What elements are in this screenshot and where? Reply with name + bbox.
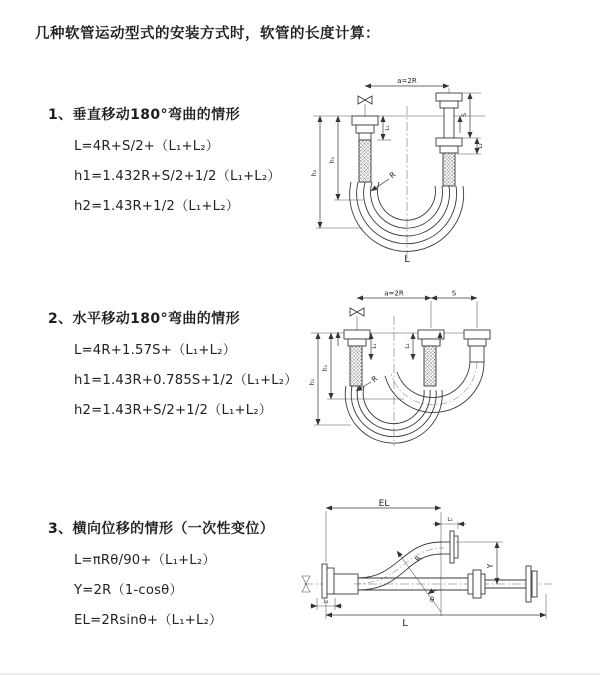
d3-dim-L2 xyxy=(433,517,466,529)
d1-label-h1: h₁ xyxy=(329,156,336,164)
d3-label-L2: L₂ xyxy=(447,517,453,523)
diagram-lateral-displacement xyxy=(298,498,598,663)
d2-label-h1: h₁ xyxy=(322,364,329,372)
d2-label-S: S xyxy=(451,289,457,298)
d3-left-flange xyxy=(322,564,358,598)
d1-label-S: S xyxy=(460,112,468,118)
d1-hose-arcs xyxy=(350,182,464,251)
d1-label-L1: L₁ xyxy=(385,125,391,131)
d2-label-a2r: a=2R xyxy=(384,289,404,298)
d3-radius-line xyxy=(397,551,441,612)
d2-label-L2: L₂ xyxy=(405,343,411,349)
d2-valve-icon xyxy=(350,308,364,330)
section-2-formula-h2: h2=1.43R+S/2+1/2（L₁+L₂） xyxy=(74,403,273,418)
section-1 xyxy=(48,104,318,214)
d2-dim-S xyxy=(431,290,477,329)
section-3 xyxy=(48,518,318,628)
d2-right-pipe xyxy=(464,330,490,362)
section-1-heading: 1、垂直移动180°弯曲的情形 xyxy=(48,107,240,123)
d3-dim-EL xyxy=(326,499,441,562)
section-3-formula-L: L=πRθ/90+（L₁+L₂） xyxy=(74,553,216,568)
d1-label-a2r: a=2R xyxy=(397,77,417,85)
d3-label-L: L xyxy=(402,618,408,629)
page-title: 几种软管运动型式的安装方式时，软管的长度计算： xyxy=(35,26,380,42)
section-2 xyxy=(48,308,318,418)
d1-label-L: L xyxy=(404,254,410,265)
section-3-heading: 3、横向位移的情形（一次性变位） xyxy=(48,521,275,537)
d1-dim-a2r xyxy=(365,77,449,93)
section-2-heading: 2、水平移动180°弯曲的情形 xyxy=(48,311,240,327)
d1-valve-icon xyxy=(358,96,372,116)
d3-dim-L xyxy=(326,594,546,629)
d1-label-h2: h₂ xyxy=(311,169,318,177)
d1-radius-pointer xyxy=(371,170,397,191)
d3-angle-theta xyxy=(428,590,441,604)
d2-dim-h2 xyxy=(309,333,351,425)
d2-label-L1: L₁ xyxy=(372,343,378,349)
d1-dim-L1 xyxy=(377,116,391,140)
section-3-formula-Y: Y=2R（1-cosθ） xyxy=(74,583,183,598)
section-1-formula-h2: h2=1.43R+1/2（L₁+L₂） xyxy=(74,199,240,214)
d3-reference-lines xyxy=(304,512,552,616)
section-1-formula-h1: h1=1.432R+S/2+1/2（L₁+L₂） xyxy=(74,169,281,184)
d3-label-L1: L₁ xyxy=(323,599,329,605)
d3-label-theta: θ xyxy=(429,596,435,604)
section-2-formula-L: L=4R+1.57S+（L₁+L₂） xyxy=(74,343,237,358)
section-3-formula-EL: EL=2Rsinθ+（L₁+L₂） xyxy=(74,613,223,628)
d1-label-R: R xyxy=(387,169,398,181)
diagram-vertical-bend xyxy=(305,70,595,265)
diagram-horizontal-bend xyxy=(305,286,595,454)
d2-dim-L1 xyxy=(371,333,378,360)
d3-top-flange xyxy=(450,531,454,563)
d1-left-pipe xyxy=(352,116,378,182)
d2-label-h2: h₂ xyxy=(309,378,316,386)
d1-dim-h2 xyxy=(311,116,363,228)
d2-middle-braid xyxy=(424,346,436,386)
d1-right-braid xyxy=(443,153,455,186)
d3-label-EL: EL xyxy=(378,499,390,509)
d3-curved-hose xyxy=(354,531,458,590)
section-2-formula-h1: h1=1.43R+0.785S+1/2（L₁+L₂） xyxy=(74,373,298,388)
d2-dim-L2 xyxy=(405,333,413,360)
d3-label-R: R xyxy=(413,554,424,564)
d1-right-pipe xyxy=(436,93,462,186)
section-1-formula-L: L=4R+S/2+（L₁+L₂） xyxy=(74,139,220,154)
d3-right-flange xyxy=(526,566,531,602)
d1-label-L2: L₂ xyxy=(478,143,484,149)
d3-label-Y: Y xyxy=(486,563,495,569)
d2-left-braid xyxy=(350,346,362,386)
d2-hose-arcs xyxy=(345,386,442,443)
d1-left-braid xyxy=(359,140,371,182)
d2-left-pipe xyxy=(344,330,370,386)
d1-reference-lines xyxy=(313,106,485,260)
d2-label-R: R xyxy=(369,373,380,385)
